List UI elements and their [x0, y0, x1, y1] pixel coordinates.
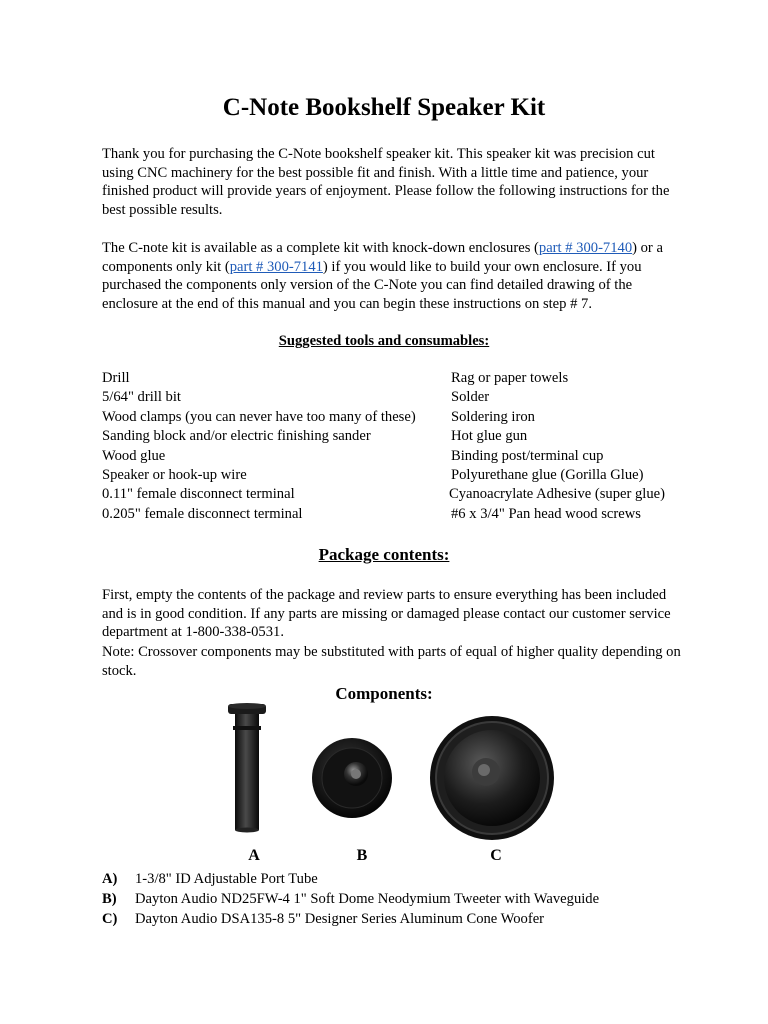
tool-item: Hot glue gun	[451, 428, 528, 445]
tools-list	[102, 370, 692, 525]
tool-item: Cyanoacrylate Adhesive (super glue)	[449, 486, 665, 503]
tools-row	[102, 370, 692, 389]
component-label-b: B	[356, 847, 368, 864]
tools-heading: Suggested tools and consumables:	[278, 333, 490, 349]
availability-paragraph	[102, 239, 682, 313]
tool-item: Rag or paper towels	[451, 370, 569, 386]
tools-row	[102, 428, 692, 447]
availability-text-2: ) or a components only kit (	[102, 240, 663, 275]
components-heading: Components:	[335, 684, 433, 703]
tool-item: Solder	[451, 389, 490, 406]
tool-item: 5/64" drill bit	[102, 389, 181, 406]
item-description: 1-3/8" ID Adjustable Port Tube	[135, 871, 318, 887]
list-item	[102, 871, 722, 891]
part-link-300-7140[interactable]: part # 300-7140	[538, 240, 633, 256]
availability-text-3: ) if you would like to build your own enclosure. If you purchased the components only version of the C-Note you can find detailed drawing of the enclosure at the end of this manual and you can begin these instructions on step # 7.	[102, 258, 642, 312]
tool-item: #6 x 3/4" Pan head wood screws	[451, 505, 641, 522]
tool-item: Wood clamps (you can never have too many of these)	[102, 408, 416, 425]
components-list	[102, 871, 722, 931]
tool-item: 0.11" female disconnect terminal	[102, 486, 295, 503]
tool-item: Sanding block and/or electric finishing sander	[102, 428, 371, 445]
tools-row	[102, 486, 692, 505]
components-photo	[214, 702, 566, 868]
crossover-note: Note: Crossover components may be substituted with parts of equal of higher quality depending on stock.	[102, 644, 681, 679]
list-item	[102, 911, 722, 931]
tools-row	[102, 467, 692, 486]
tweeter-image	[312, 738, 392, 818]
tools-row	[102, 389, 692, 408]
package-paragraph: First, empty the contents of the package and review parts to ensure everything has been included and is in good condition. If any parts are missing or damaged please contact our customer service department at 1-800-338-0531.	[102, 587, 671, 641]
tool-item: Polyurethane glue (Gorilla Glue)	[451, 466, 644, 483]
port-tube-image	[228, 703, 266, 833]
tool-item: Soldering iron	[451, 408, 535, 425]
item-letter: A)	[102, 871, 118, 887]
tools-row	[102, 409, 692, 428]
availability-text-1: The C-note kit is available as a complete kit with knock-down enclosures (	[102, 240, 539, 256]
tool-item: Speaker or hook-up wire	[102, 466, 247, 483]
item-description: Dayton Audio DSA135-8 5" Designer Series Aluminum Cone Woofer	[135, 911, 545, 927]
tools-row	[102, 448, 692, 467]
intro-paragraph: Thank you for purchasing the C-Note bookshelf speaker kit. This speaker kit was precision cut using CNC machinery for the best possible fit and finish. With a little time and patience, your finished product will provide years of enjoyment. Please follow the following instructions for the best possible results.	[102, 146, 670, 218]
tool-item: Binding post/terminal cup	[451, 447, 604, 464]
page-title: C-Note Bookshelf Speaker Kit	[222, 94, 546, 121]
tool-item: Wood glue	[102, 447, 166, 464]
tool-item: Drill	[102, 370, 130, 386]
item-letter: C)	[102, 911, 118, 927]
woofer-image	[430, 716, 554, 840]
component-label-a: A	[248, 847, 260, 864]
component-label-c: C	[490, 847, 502, 864]
item-letter: B)	[102, 891, 117, 907]
package-contents-heading: Package contents:	[318, 545, 450, 564]
item-description: Dayton Audio ND25FW-4 1" Soft Dome Neodymium Tweeter with Waveguide	[135, 891, 600, 907]
part-link-300-7141[interactable]: part # 300-7141	[229, 258, 323, 275]
list-item	[102, 891, 722, 911]
tool-item: 0.205" female disconnect terminal	[102, 505, 303, 522]
tools-row	[102, 506, 692, 525]
